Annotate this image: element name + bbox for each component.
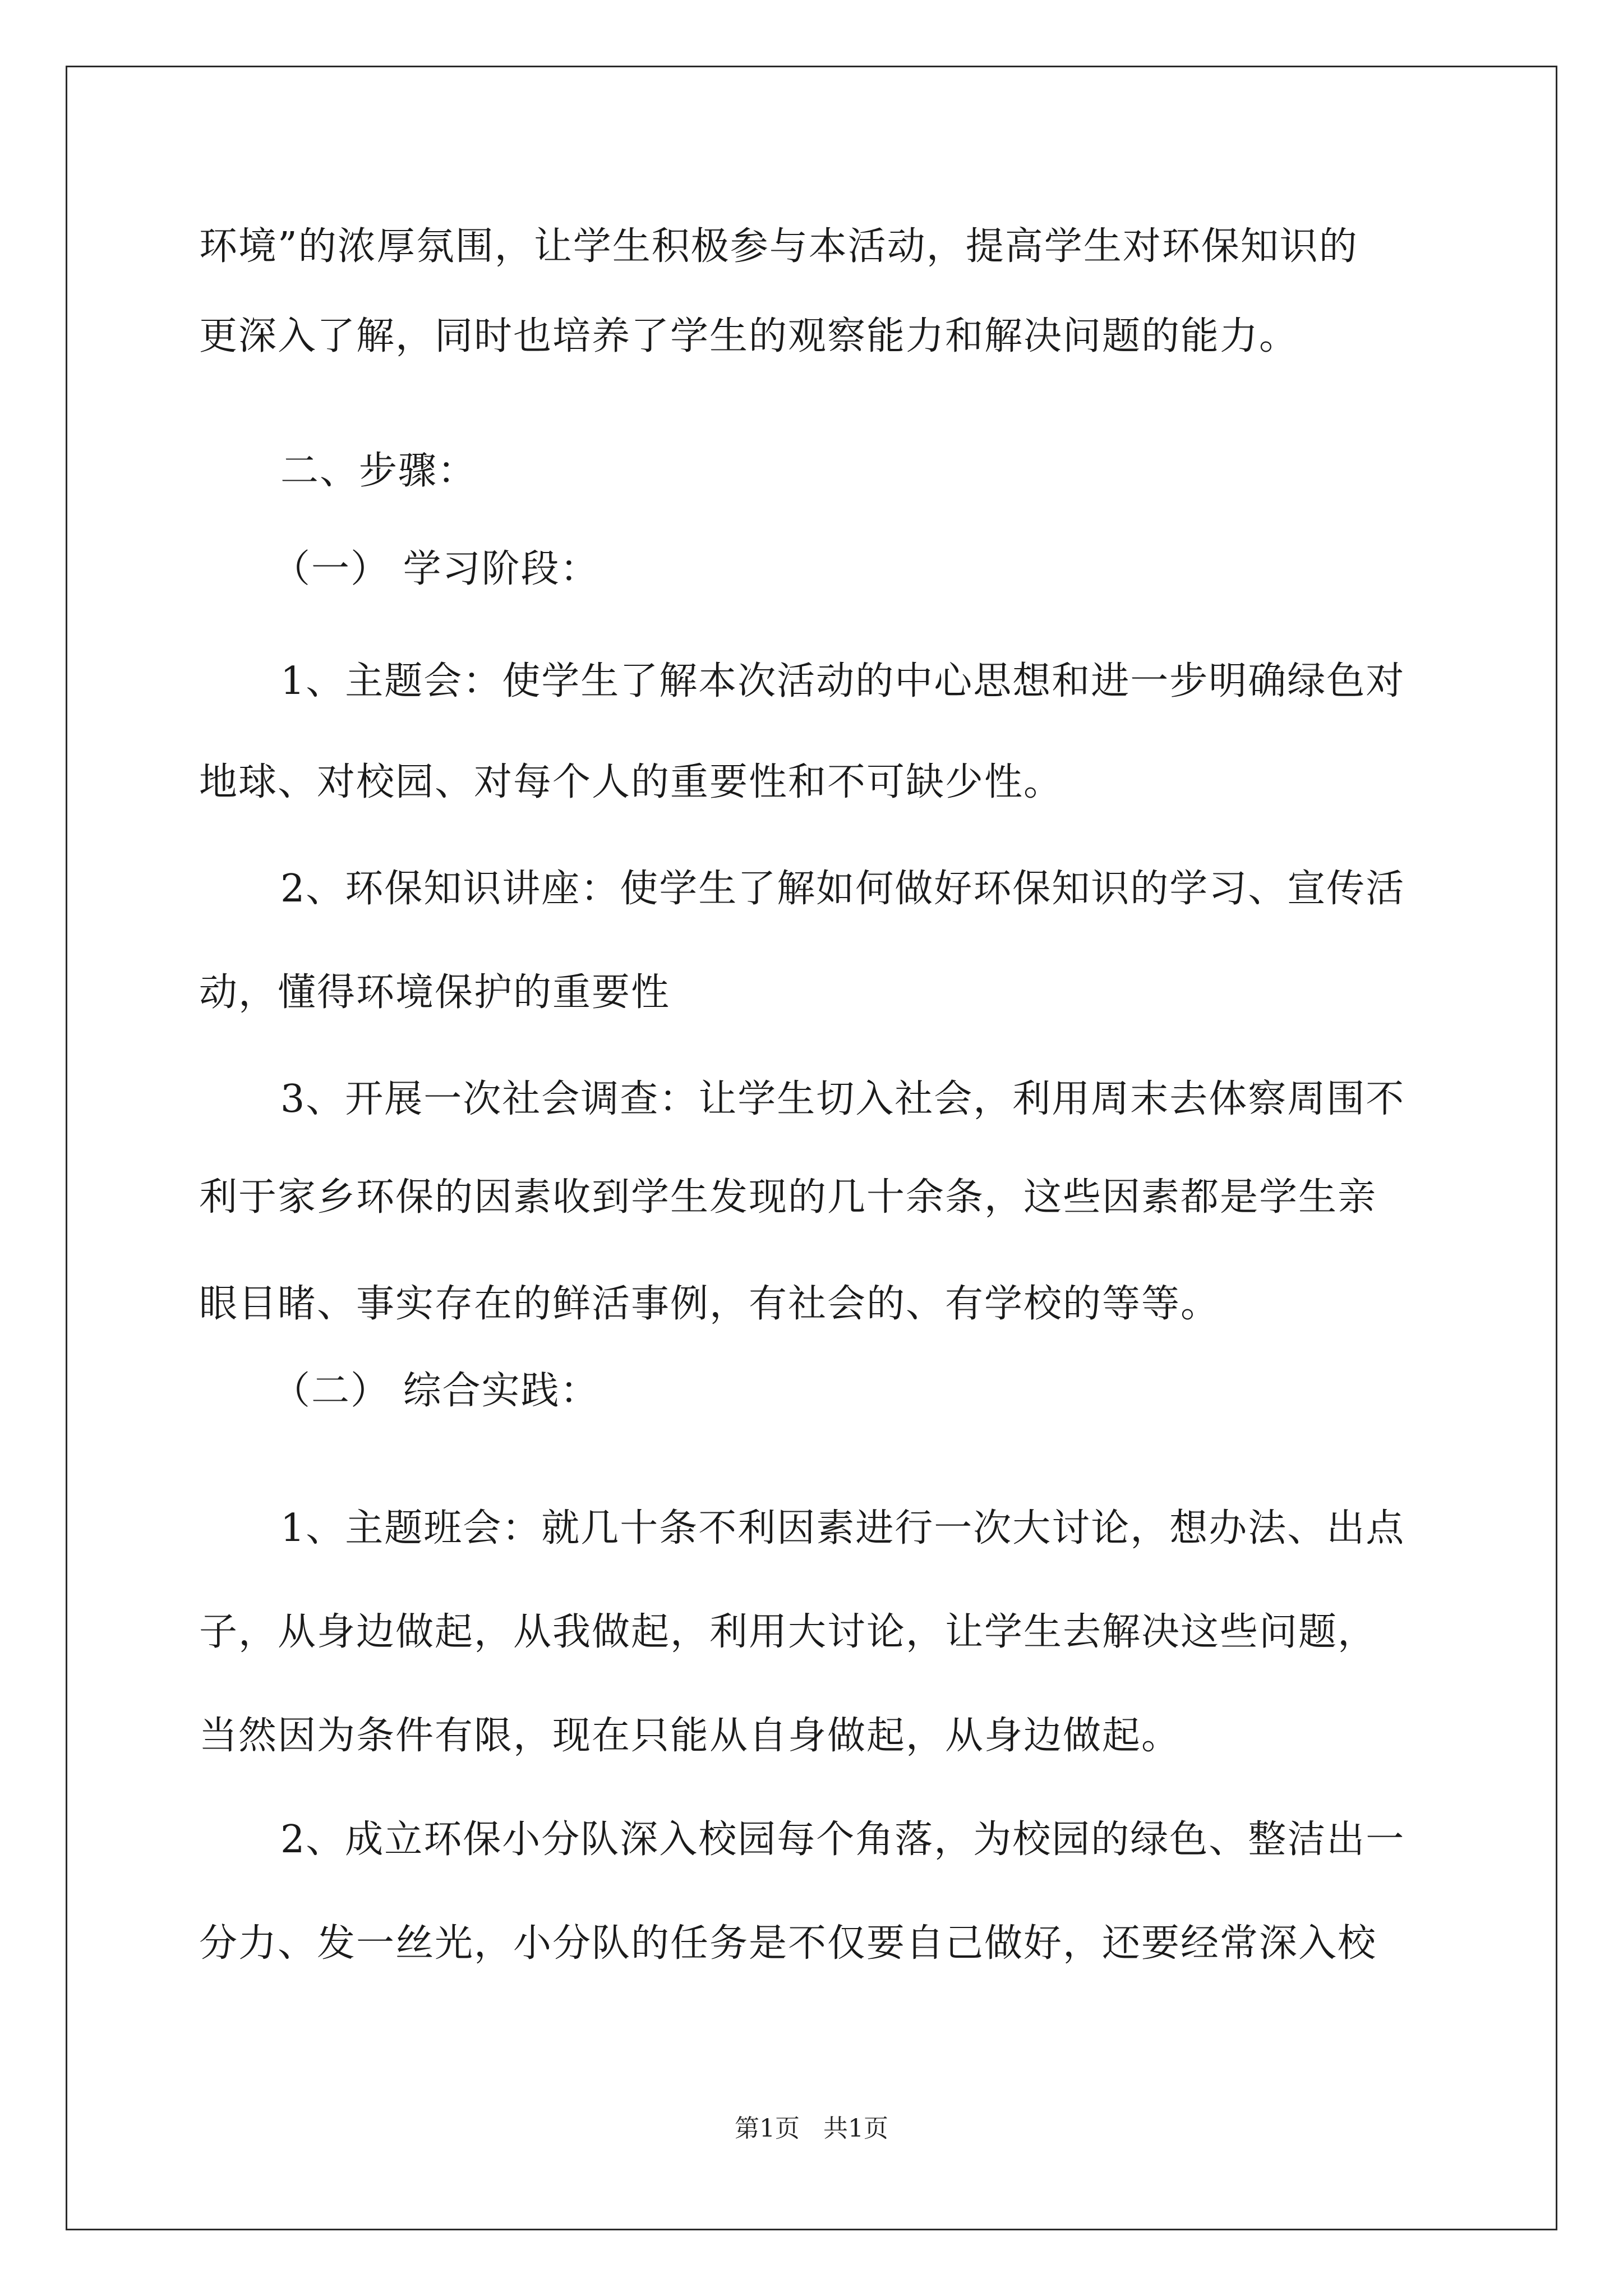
text-line: 动，懂得环境保护的重要性 — [199, 970, 671, 1015]
subsection-heading: （二） 综合实践： — [272, 1369, 600, 1413]
text-line: 当然因为条件有限，现在只能从自身做起，从身边做起。 — [199, 1714, 1181, 1758]
text-line: 2、环保知识讲座：使学生了解如何做好环保知识的学习、宣传活 — [280, 867, 1405, 911]
text-line: 3、开展一次社会调查：让学生切入社会，利用周末去体察周围不 — [280, 1077, 1405, 1121]
text-line: 地球、对校园、对每个人的重要性和不可缺少性。 — [199, 760, 1063, 804]
text-line: 利于家乡环保的因素收到学生发现的几十余条，这些因素都是学生亲 — [199, 1175, 1377, 1220]
text-line: 2、成立环保小分队深入校园每个角落，为校园的绿色、整洁出一 — [280, 1818, 1405, 1862]
page-border — [66, 66, 1557, 2230]
page-total: 共1页 — [823, 2114, 888, 2143]
text-line: 环境”的浓厚氛围，让学生积极参与本活动，提高学生对环保知识的 — [199, 224, 1358, 269]
page-number: 第1页 — [735, 2114, 800, 2143]
text-line: 子，从身边做起，从我做起，利用大讨论，让学生去解决这些问题， — [199, 1610, 1377, 1654]
text-line: 1、主题会：使学生了解本次活动的中心思想和进一步明确绿色对 — [280, 659, 1405, 703]
page-footer — [0, 2112, 1623, 2146]
text-line: 眼目睹、事实存在的鲜活事例，有社会的、有学校的等等。 — [199, 1282, 1220, 1326]
text-line: 更深入了解，同时也培养了学生的观察能力和解决问题的能力。 — [199, 314, 1299, 358]
text-line: 1、主题班会：就几十条不利因素进行一次大讨论，想办法、出点 — [280, 1506, 1405, 1550]
text-line: 分力、发一丝光，小分队的任务是不仅要自己做好，还要经常深入校 — [199, 1921, 1377, 1966]
subsection-heading: （一） 学习阶段： — [272, 547, 600, 591]
section-heading: 二、步骤： — [280, 449, 477, 493]
